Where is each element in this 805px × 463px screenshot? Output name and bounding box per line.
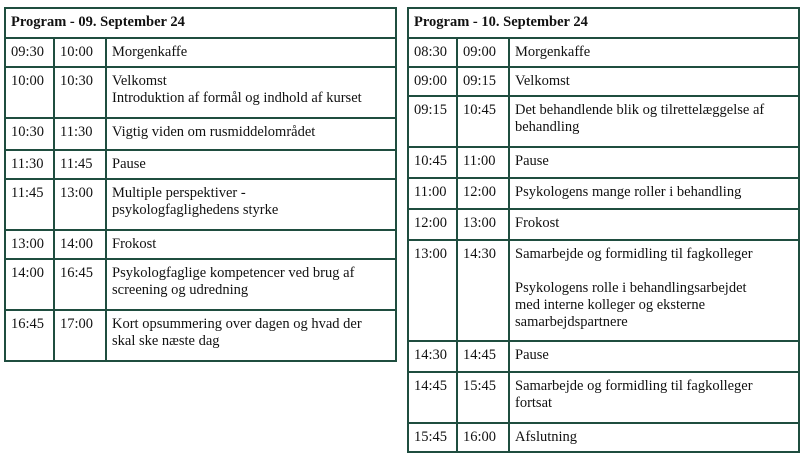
table-row xyxy=(408,96,799,147)
start-time: 11:00 xyxy=(408,178,457,209)
table-row xyxy=(5,67,396,118)
table-row xyxy=(408,209,799,240)
description-line: Samarbejde og formidling til fagkolleger xyxy=(515,246,753,262)
table-row xyxy=(408,38,799,67)
end-time: 13:00 xyxy=(457,209,509,240)
description-line: screening og udredning xyxy=(112,282,249,298)
description-line: Det behandlende blik og tilrettelæggelse af xyxy=(515,102,765,118)
start-time: 09:30 xyxy=(5,38,54,67)
end-time: 11:30 xyxy=(54,118,106,150)
table-row xyxy=(408,67,799,96)
session-description xyxy=(106,230,396,259)
table-row xyxy=(5,259,396,310)
description-line: fortsat xyxy=(515,395,553,411)
table-row xyxy=(5,230,396,259)
session-description xyxy=(106,310,396,361)
end-time: 09:15 xyxy=(457,67,509,96)
program-title: Program - 09. September 24 xyxy=(5,8,396,38)
end-time: 13:00 xyxy=(54,179,106,230)
end-time: 09:00 xyxy=(457,38,509,67)
start-time: 15:45 xyxy=(408,423,457,452)
description-line: Kort opsummering over dagen og hvad der xyxy=(112,316,362,332)
end-time: 16:00 xyxy=(457,423,509,452)
end-time: 15:45 xyxy=(457,372,509,423)
table-row xyxy=(408,240,799,341)
description-line: psykologfaglighedens styrke xyxy=(112,202,279,218)
description-line: Pause xyxy=(112,156,146,172)
session-description xyxy=(106,179,396,230)
start-time: 11:45 xyxy=(5,179,54,230)
description-line: Samarbejde og formidling til fagkolleger xyxy=(515,378,753,394)
end-time: 10:30 xyxy=(54,67,106,118)
end-time: 11:45 xyxy=(54,150,106,179)
session-description xyxy=(106,67,396,118)
description-line: Psykologfaglige kompetencer ved brug af xyxy=(112,265,355,281)
description-line: Frokost xyxy=(515,215,560,231)
table-row xyxy=(408,147,799,178)
description-line: Psykologens rolle i behandlingsarbejdet xyxy=(515,280,747,296)
session-description xyxy=(509,147,799,178)
table-row xyxy=(5,150,396,179)
description-line: Afslutning xyxy=(515,429,578,445)
start-time: 16:45 xyxy=(5,310,54,361)
start-time: 08:30 xyxy=(408,38,457,67)
start-time: 09:00 xyxy=(408,67,457,96)
session-description xyxy=(509,178,799,209)
table-row xyxy=(408,423,799,452)
start-time: 14:00 xyxy=(5,259,54,310)
start-time: 10:00 xyxy=(5,67,54,118)
start-time: 11:30 xyxy=(5,150,54,179)
table-row xyxy=(408,178,799,209)
table-row xyxy=(5,179,396,230)
line-gap xyxy=(515,263,793,280)
description-line: Multiple perspektiver - xyxy=(112,185,246,201)
description-line: Morgenkaffe xyxy=(112,44,188,60)
session-description xyxy=(509,67,799,96)
session-description xyxy=(509,240,799,341)
end-time: 11:00 xyxy=(457,147,509,178)
end-time: 12:00 xyxy=(457,178,509,209)
session-description xyxy=(509,38,799,67)
description-line: behandling xyxy=(515,119,580,135)
end-time: 14:00 xyxy=(54,230,106,259)
start-time: 12:00 xyxy=(408,209,457,240)
description-line: Vigtig viden om rusmiddelområdet xyxy=(112,124,316,140)
end-time: 16:45 xyxy=(54,259,106,310)
session-description xyxy=(106,150,396,179)
program-table-day2 xyxy=(407,7,800,453)
description-line: Pause xyxy=(515,153,549,169)
session-description xyxy=(509,372,799,423)
description-line: Introduktion af formål og indhold af kurset xyxy=(112,90,362,106)
description-line: samarbejdspartnere xyxy=(515,314,628,330)
session-description xyxy=(509,423,799,452)
table-row xyxy=(5,38,396,67)
session-description xyxy=(509,209,799,240)
start-time: 10:45 xyxy=(408,147,457,178)
end-time: 14:30 xyxy=(457,240,509,341)
end-time: 14:45 xyxy=(457,341,509,372)
table-row xyxy=(408,372,799,423)
session-description xyxy=(106,259,396,310)
start-time: 10:30 xyxy=(5,118,54,150)
start-time: 13:00 xyxy=(5,230,54,259)
description-line: Velkomst xyxy=(112,73,167,89)
session-description xyxy=(106,38,396,67)
table-row xyxy=(408,341,799,372)
program-title: Program - 10. September 24 xyxy=(408,8,799,38)
description-line: Morgenkaffe xyxy=(515,44,591,60)
session-description xyxy=(509,341,799,372)
description-line: med interne kolleger og eksterne xyxy=(515,297,706,313)
end-time: 10:00 xyxy=(54,38,106,67)
description-line: Frokost xyxy=(112,236,157,252)
description-line: Psykologens mange roller i behandling xyxy=(515,184,742,200)
end-time: 10:45 xyxy=(457,96,509,147)
start-time: 14:45 xyxy=(408,372,457,423)
end-time: 17:00 xyxy=(54,310,106,361)
start-time: 13:00 xyxy=(408,240,457,341)
program-table-day1 xyxy=(4,7,397,362)
description-line: Pause xyxy=(515,347,549,363)
start-time: 14:30 xyxy=(408,341,457,372)
description-line: skal ske næste dag xyxy=(112,333,220,349)
description-line: Velkomst xyxy=(515,73,570,89)
session-description xyxy=(106,118,396,150)
table-row xyxy=(5,310,396,361)
table-row xyxy=(5,118,396,150)
session-description xyxy=(509,96,799,147)
start-time: 09:15 xyxy=(408,96,457,147)
